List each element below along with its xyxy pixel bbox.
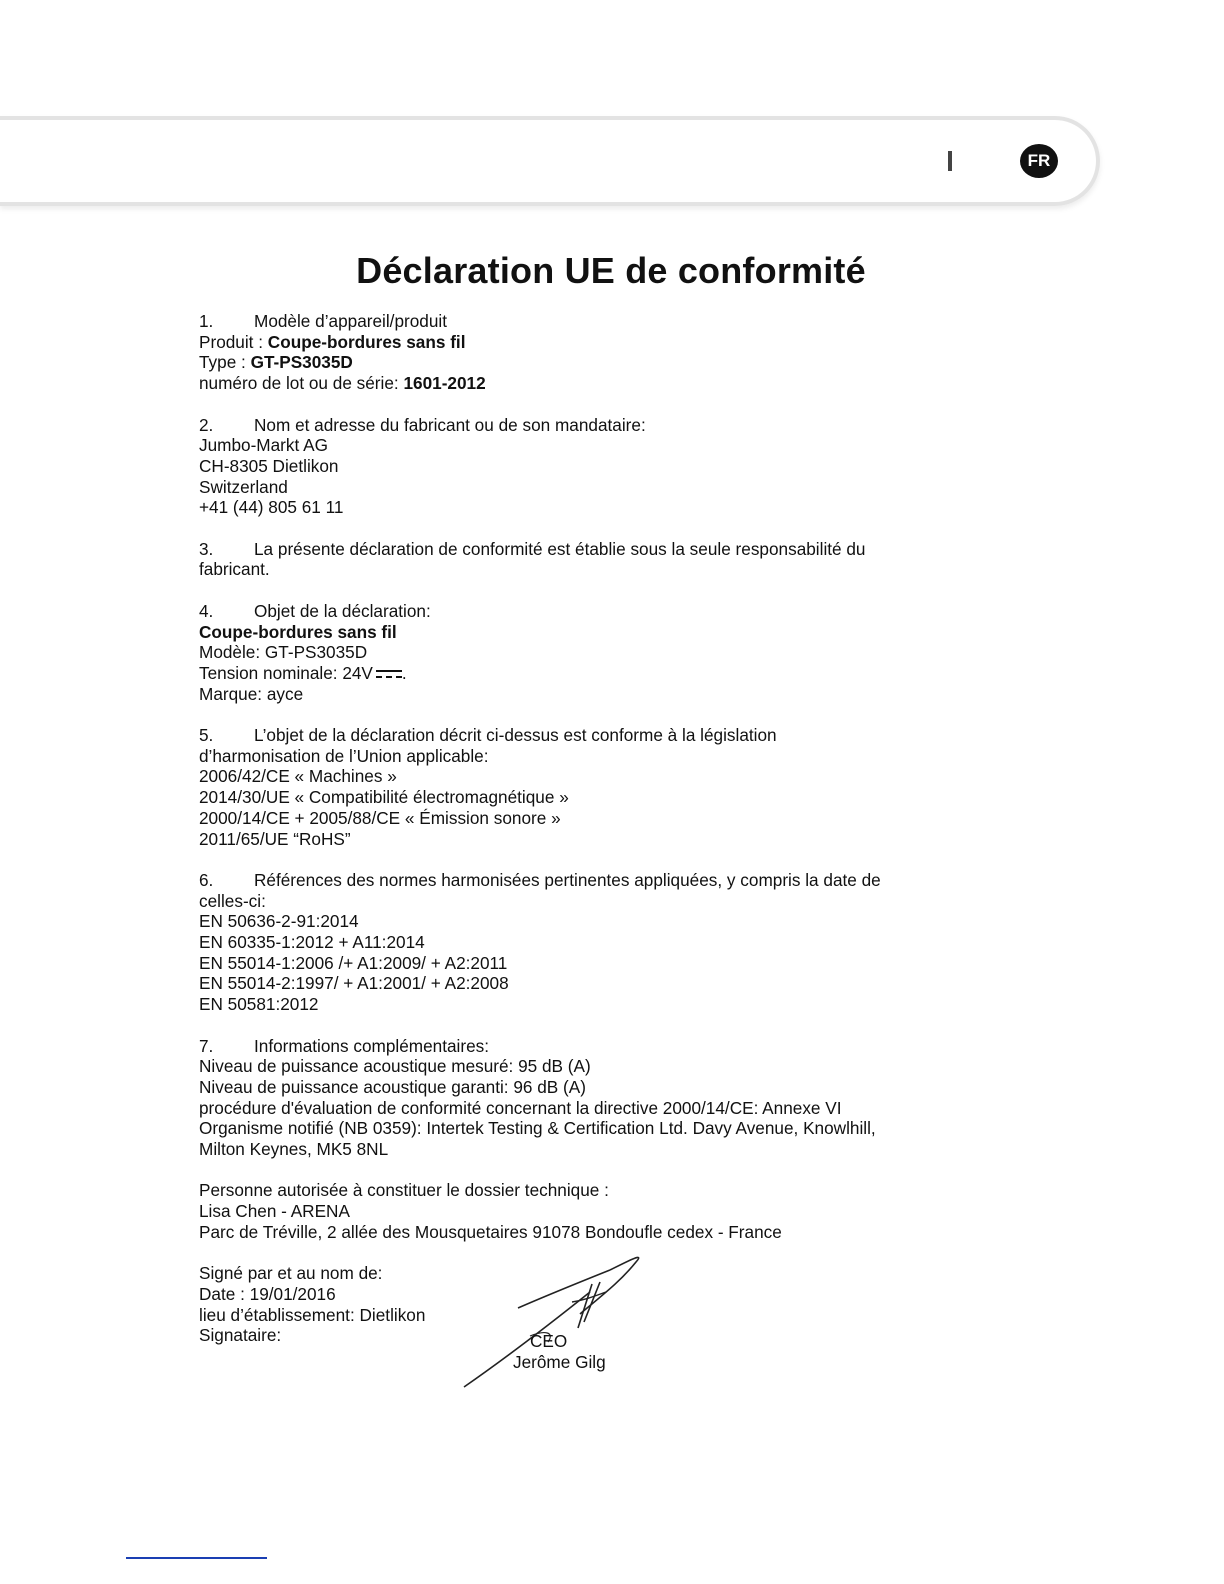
section-text: La présente déclaration de conformité est établie sous la seule responsabilité du — [254, 538, 866, 559]
section-heading: Nom et adresse du fabricant ou de son mandataire: — [254, 414, 646, 435]
brand-line: Marque: ayce — [199, 683, 304, 704]
section-number: 4. — [199, 600, 214, 621]
product-name: Coupe-bordures sans fil — [199, 621, 397, 642]
section-heading: Informations complémentaires: — [254, 1035, 489, 1056]
signatory-role: CEO — [530, 1331, 568, 1351]
norm-line: EN 55014-2:1997/ + A1:2001/ + A2:2008 — [199, 973, 509, 994]
product-value: Coupe-bordures sans fil — [267, 331, 466, 352]
section-4 — [199, 601, 929, 705]
section-text: celles-ci: — [199, 890, 266, 911]
section-heading: Objet de la déclaration: — [254, 600, 431, 621]
signed-line: Date : 19/01/2016 — [199, 1283, 336, 1304]
label: numéro de lot ou de série: — [199, 373, 404, 394]
dossier-line: Personne autorisée à constituer le dossier technique : — [199, 1180, 609, 1201]
directive-line: 2006/42/CE « Machines » — [199, 766, 397, 787]
section-number: 5. — [199, 725, 214, 745]
footer-rule — [126, 1557, 267, 1559]
model-line: Modèle: GT-PS3035D — [199, 642, 368, 663]
section-6 — [199, 870, 929, 1015]
signed-line: lieu d’établissement: Dietlikon — [199, 1304, 426, 1325]
serial-value: 1601-2012 — [403, 373, 486, 394]
norm-line: EN 50581:2012 — [199, 994, 319, 1015]
technical-file-section — [199, 1180, 929, 1242]
dossier-line: Parc de Tréville, 2 allée des Mousquetaires 91078 Bondoufle cedex - France — [199, 1221, 782, 1242]
header-band — [0, 116, 1100, 206]
signed-line: Signé par et au nom de: — [199, 1263, 383, 1284]
info-line: Niveau de puissance acoustique garanti: 96 dB (A) — [199, 1076, 586, 1097]
voltage-end: . — [401, 662, 407, 683]
section-5 — [199, 725, 929, 849]
norm-line: EN 50636-2-91:2014 — [199, 911, 359, 932]
section-3 — [199, 539, 929, 580]
directive-line: 2000/14/CE + 2005/88/CE « Émission sonore » — [199, 807, 561, 828]
norm-line: EN 60335-1:2012 + A11:2014 — [199, 932, 425, 953]
language-badge: FR — [1020, 144, 1058, 178]
section-number: 2. — [199, 414, 214, 435]
signed-line: Signataire: — [199, 1325, 282, 1346]
address-line: Jumbo-Markt AG — [199, 435, 328, 456]
norm-line: EN 55014-1:2006 /+ A1:2009/ + A2:2011 — [199, 952, 508, 973]
address-line: +41 (44) 805 61 11 — [199, 497, 344, 518]
section-text: d’harmonisation de l’Union applicable: — [199, 745, 489, 766]
dossier-line: Lisa Chen - ARENA — [199, 1201, 350, 1222]
type-value: GT-PS3035D — [250, 352, 353, 373]
section-2 — [199, 415, 929, 519]
address-line: Switzerland — [199, 476, 288, 497]
info-line: Organisme notifié (NB 0359): Intertek Testing & Certification Ltd. Davy Avenue, Knowlhill, — [199, 1118, 876, 1139]
section-number: 6. — [199, 869, 214, 890]
section-text: Références des normes harmonisées pertinentes appliquées, y compris la date de — [254, 869, 881, 890]
signatory-name: Jerôme Gilg — [513, 1352, 606, 1372]
section-number: 3. — [199, 538, 214, 559]
address-line: CH-8305 Dietlikon — [199, 455, 339, 476]
section-heading: Modèle d’appareil/produit — [254, 311, 448, 331]
declaration-body — [199, 311, 929, 1367]
section-text: fabricant. — [199, 559, 270, 580]
directive-line: 2011/65/UE “RoHS” — [199, 828, 351, 849]
section-number: 1. — [199, 311, 214, 331]
info-line: procédure d'évaluation de conformité concernant la directive 2000/14/CE: Annexe VI — [199, 1097, 842, 1118]
label: Produit : — [199, 331, 268, 352]
directive-line: 2014/30/UE « Compatibilité électromagnétique » — [199, 787, 569, 808]
info-line: Milton Keynes, MK5 8NL — [199, 1139, 389, 1160]
section-1 — [199, 311, 929, 394]
section-text: L’objet de la déclaration décrit ci-dessus est conforme à la législation — [254, 725, 777, 745]
section-number: 7. — [199, 1035, 214, 1056]
header-separator — [948, 151, 952, 171]
section-7 — [199, 1036, 929, 1160]
voltage-line: Tension nominale: 24V — [199, 662, 373, 683]
dc-current-icon — [376, 670, 402, 679]
document-title: Déclaration UE de conformité — [356, 250, 866, 291]
label: Type : — [199, 352, 251, 373]
info-line: Niveau de puissance acoustique mesuré: 95 dB (A) — [199, 1056, 591, 1077]
